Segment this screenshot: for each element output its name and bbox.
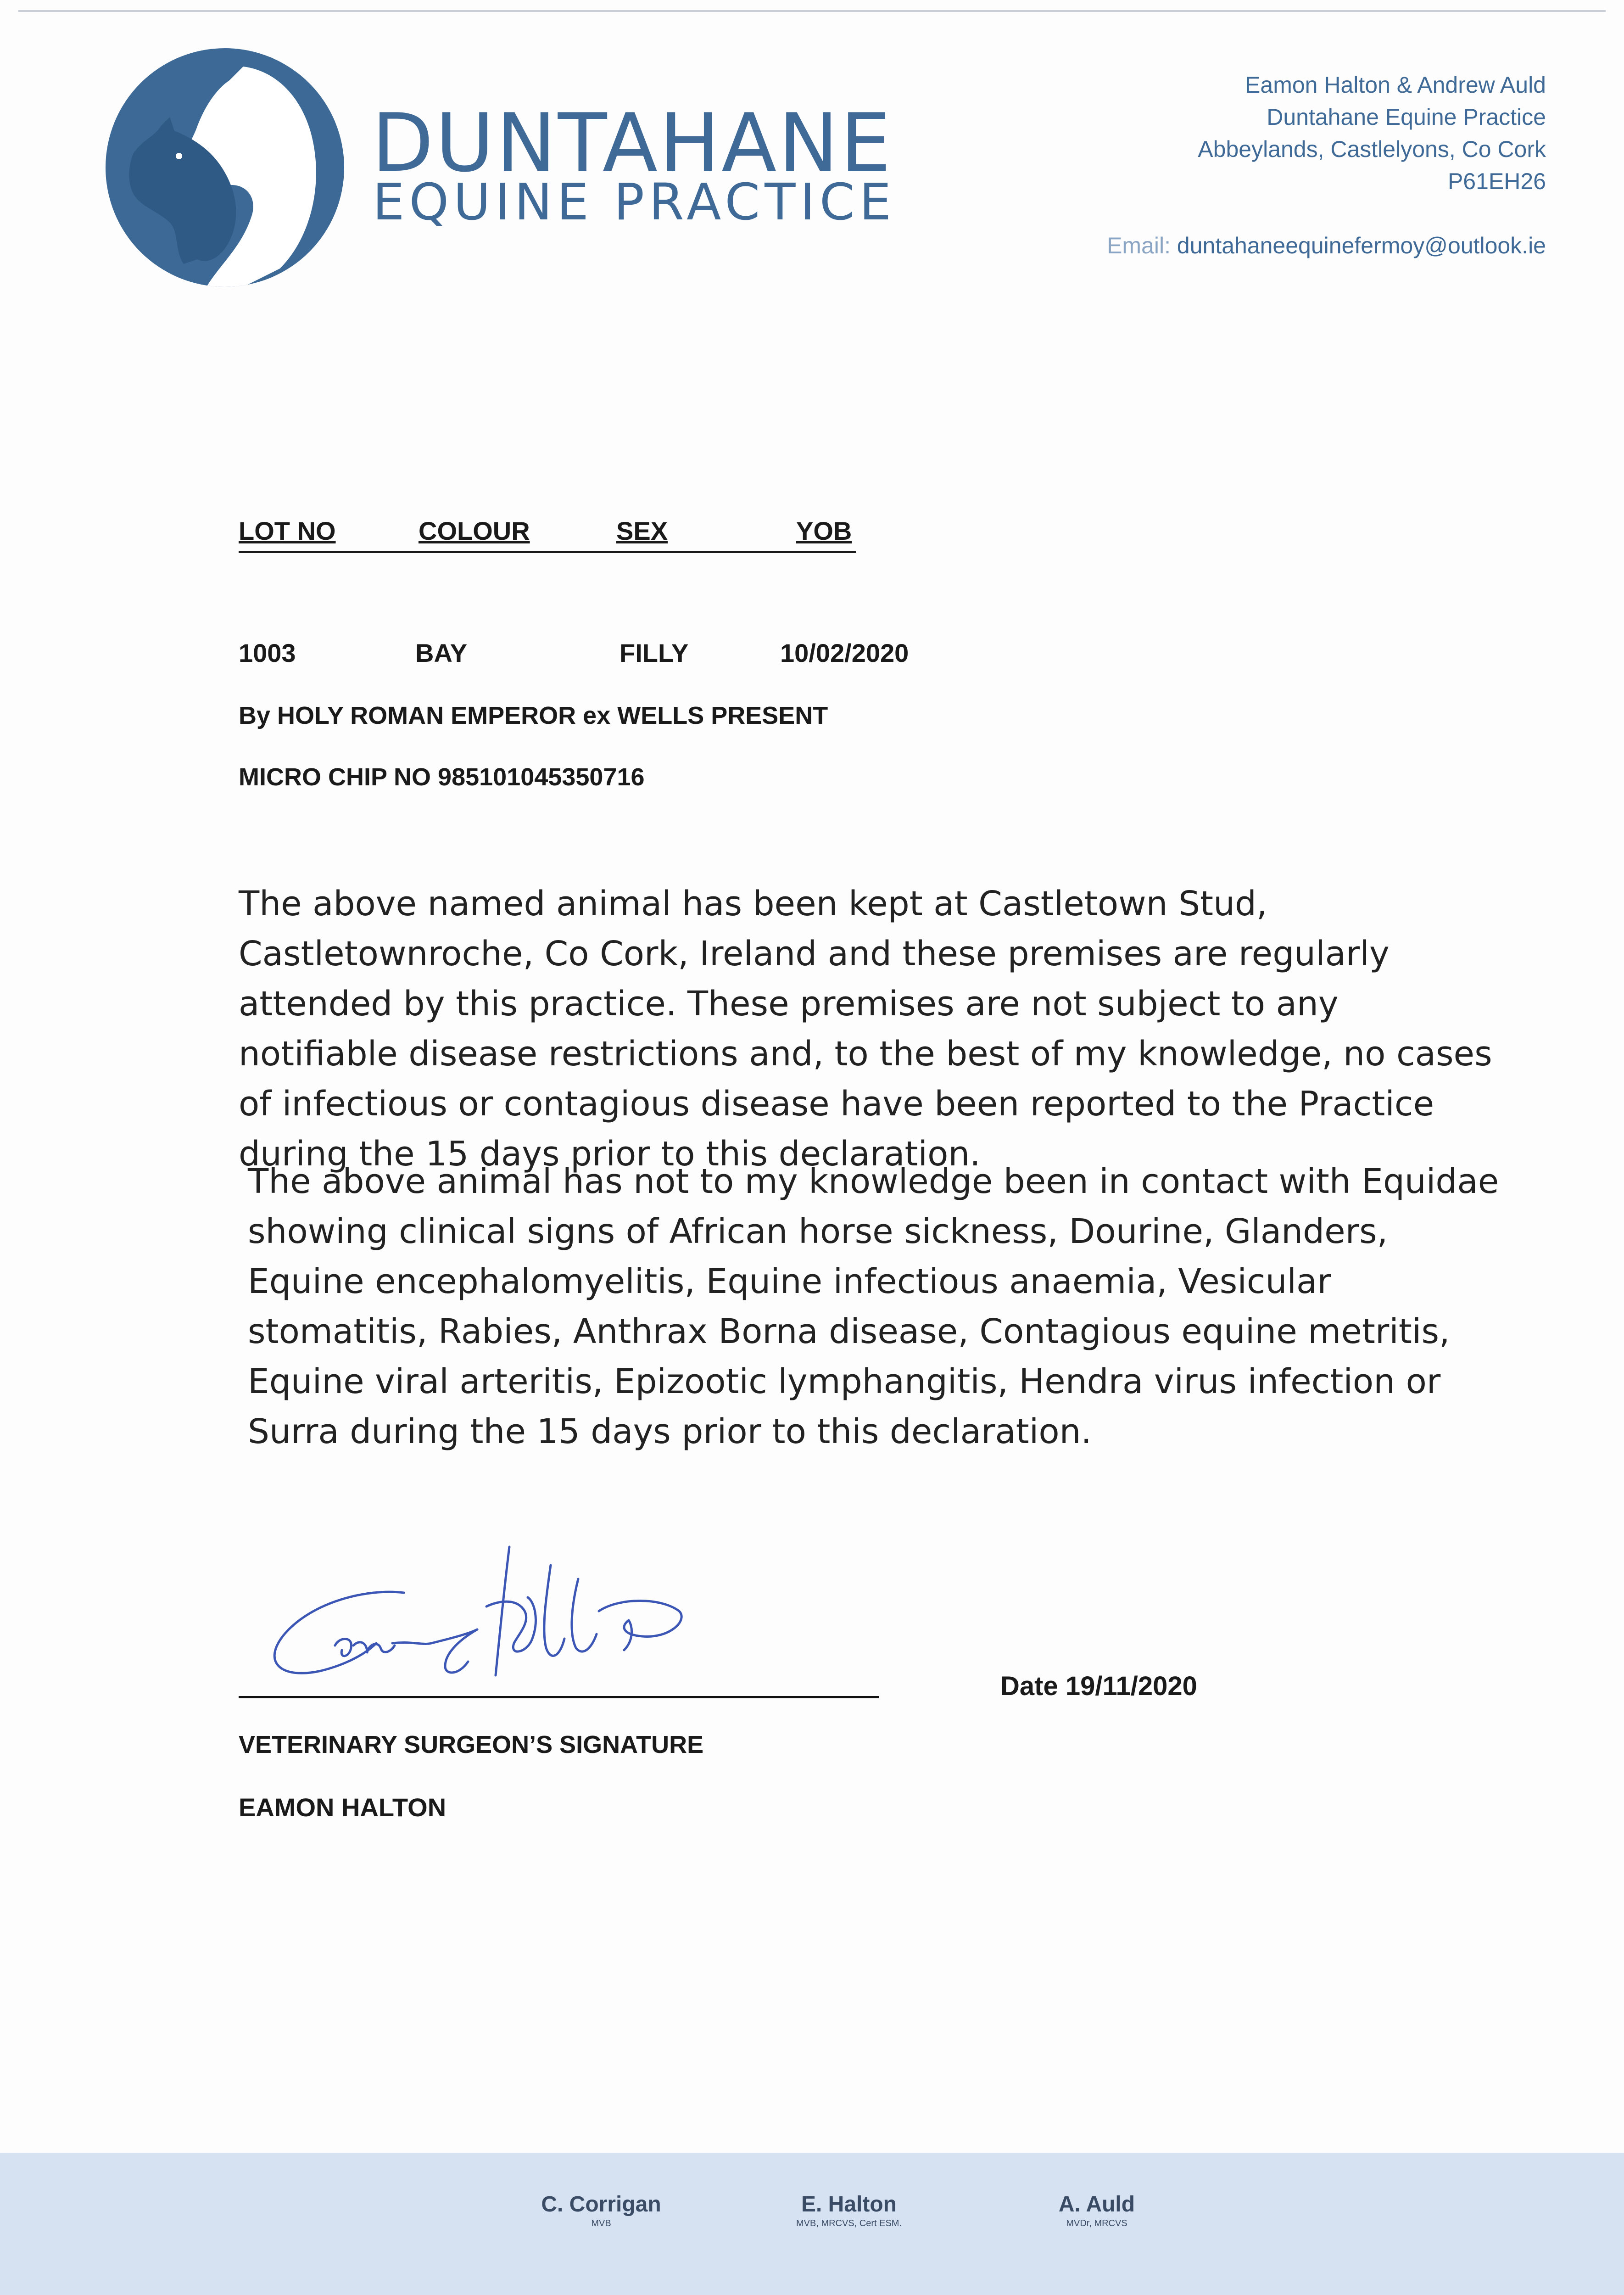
signature-label: VETERINARY SURGEON’S SIGNATURE	[239, 1731, 704, 1758]
top-border-line	[18, 10, 1606, 12]
paragraph-text: The above animal has not to my knowledge been in contact with Equidae showing clinical signs of African horse sickness, Dourine, Glanders, Equine encephalomyelitis, Equine infectious anaemia, Vesicular stomatitis, Rabies, Anthrax Borna disease, Contagious equine metritis, Equine viral arteritis, Epizootic lymphangitis, Hendra virus infection or Surra during the 15 days prior to this declaration.	[248, 1162, 1499, 1451]
pedigree-line	[239, 701, 828, 730]
signatory-name: EAMON HALTON	[239, 1793, 446, 1822]
address-line: Duntahane Equine Practice	[1267, 104, 1546, 130]
header-sex: SEX	[616, 516, 668, 545]
pedigree-by: By	[239, 702, 271, 729]
footer-vet-auld	[1028, 2192, 1166, 2229]
header-colour: COLOUR	[419, 516, 530, 545]
brand-name: DUNTAHANE	[372, 97, 893, 190]
paragraph-text: The above named animal has been kept at Castletown Stud, Castletownroche, Co Cork, Ireland and these premises are regularly attended by this practice. These premises are not subject to any notifiable disease restrictions and, to the best of my knowledge, no cases of infectious or contagious disease have been reported to the Practice during the 15 days prior to this declaration.	[239, 884, 1492, 1174]
pedigree-ex: ex	[583, 702, 611, 729]
vet-qualifications: MVB	[591, 2218, 611, 2228]
header-yob: YOB	[796, 516, 852, 545]
declaration-date	[1000, 1671, 1197, 1702]
practice-address	[1198, 69, 1546, 197]
vet-qualifications: MVDr, MRCVS	[1066, 2218, 1127, 2228]
header-lot-no: LOT NO	[239, 516, 336, 545]
microchip-line	[239, 763, 645, 791]
value-lot-no: 1003	[239, 638, 296, 667]
signature-line	[239, 1696, 879, 1698]
value-sex: FILLY	[619, 638, 689, 667]
email-address: duntahaneequinefermoy@outlook.ie	[1177, 233, 1546, 258]
vet-name: A. Auld	[1058, 2192, 1135, 2217]
value-yob: 10/02/2020	[780, 638, 909, 667]
brand-subtitle: EQUINE PRACTICE	[373, 173, 896, 231]
vet-name: C. Corrigan	[541, 2192, 661, 2217]
address-line: P61EH26	[1447, 168, 1546, 194]
pedigree-sire: HOLY ROMAN EMPEROR	[277, 702, 576, 729]
date-value: 19/11/2020	[1065, 1671, 1197, 1701]
pedigree-dam: WELLS PRESENT	[617, 702, 828, 729]
date-label: Date	[1000, 1671, 1058, 1701]
microchip-label: MICRO CHIP NO	[239, 763, 431, 791]
table-value-row	[239, 638, 973, 670]
table-header-row	[239, 514, 856, 553]
vet-name: E. Halton	[801, 2192, 897, 2217]
email-line	[1107, 232, 1546, 259]
handwritten-signature	[229, 1528, 899, 1703]
horse-head-icon	[106, 48, 344, 287]
value-colour: BAY	[415, 638, 468, 667]
microchip-number: 985101045350716	[438, 763, 645, 791]
declaration-paragraph-2	[248, 1157, 1505, 1457]
footer-vet-halton	[771, 2192, 927, 2229]
email-label: Email:	[1107, 233, 1171, 258]
address-line: Abbeylands, Castlelyons, Co Cork	[1198, 136, 1546, 162]
address-line: Eamon Halton & Andrew Auld	[1245, 72, 1546, 98]
declaration-paragraph-1	[239, 879, 1505, 1179]
vet-qualifications: MVB, MRCVS, Cert ESM.	[796, 2218, 902, 2228]
footer-vet-corrigan	[519, 2192, 684, 2229]
